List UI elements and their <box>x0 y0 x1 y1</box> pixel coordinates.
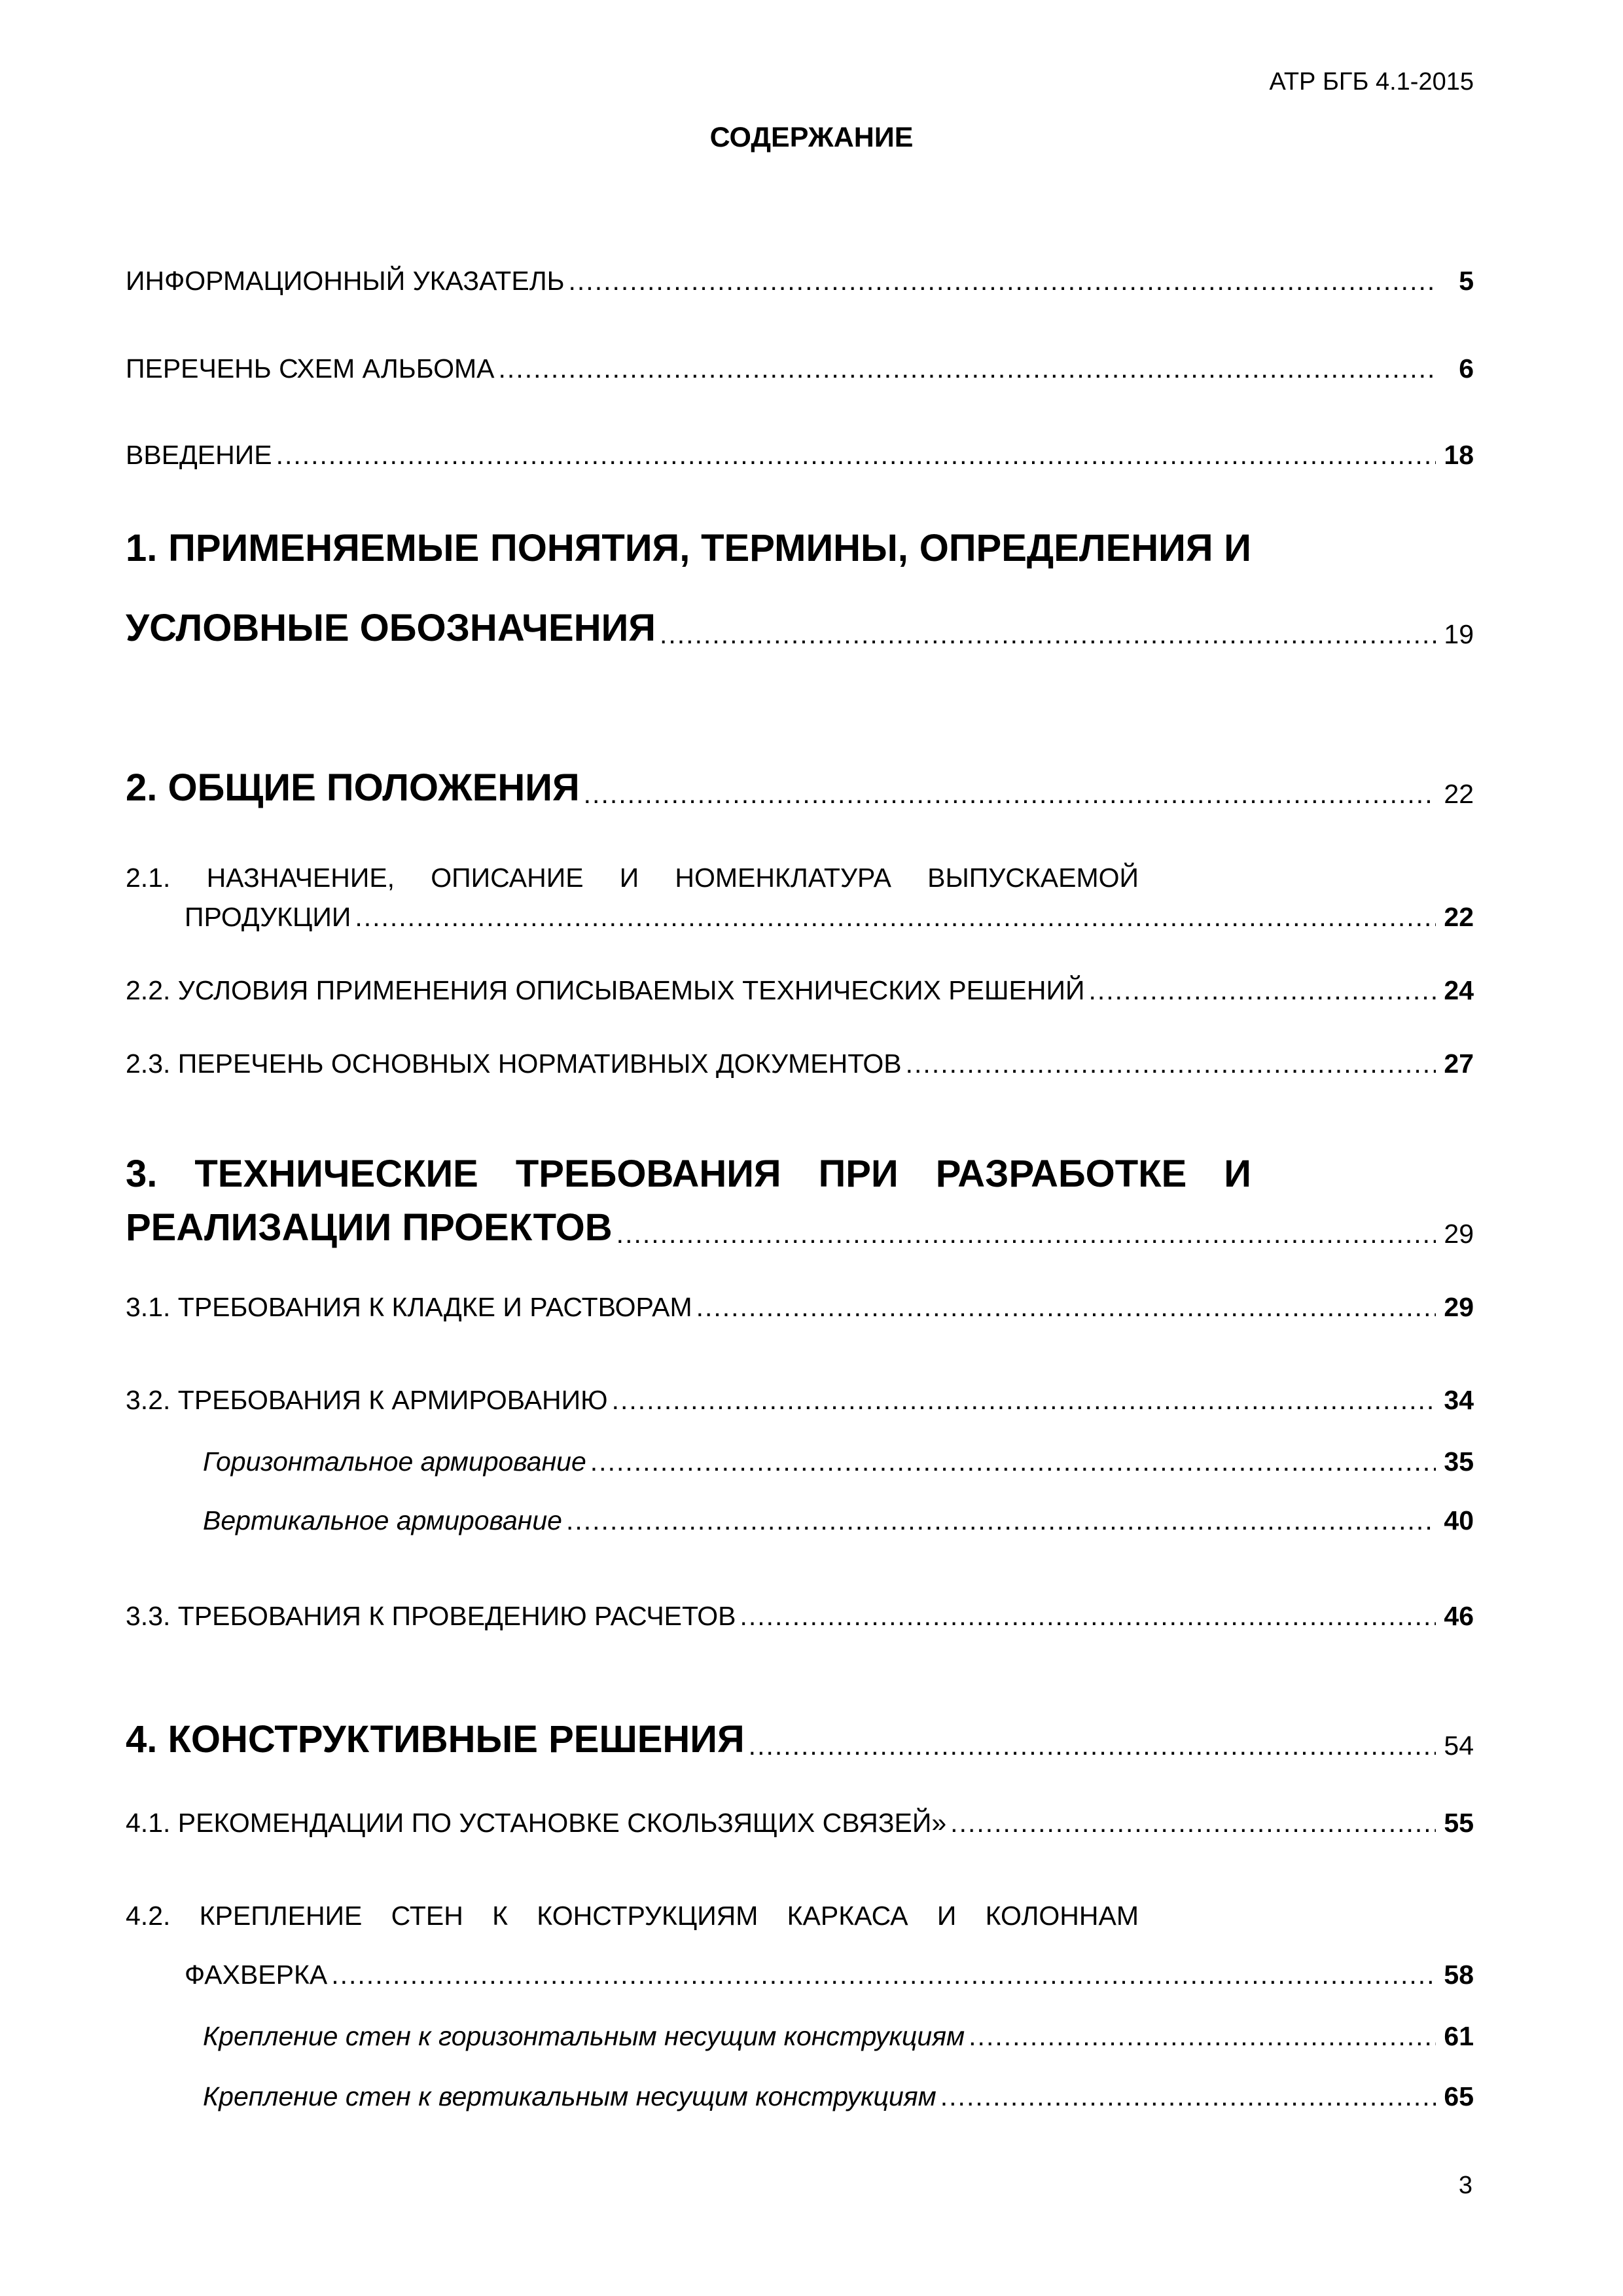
toc-entry <box>185 902 1474 933</box>
toc-entry <box>126 606 1474 650</box>
dot-leader <box>906 1049 1436 1079</box>
toc-entry <box>126 1717 1474 1761</box>
dot-leader <box>660 619 1436 650</box>
toc-entry-page: 65 <box>1444 2081 1474 2111</box>
toc-entry-page: 24 <box>1444 975 1474 1005</box>
toc-entry <box>126 1385 1474 1416</box>
toc-entry-title-line1: 2.1. НАЗНАЧЕНИЕ, ОПИСАНИЕ И НОМЕНКЛАТУРА ВЫПУСКАЕМОЙ <box>126 863 1139 893</box>
dot-leader <box>569 266 1436 296</box>
toc-title: СОДЕРЖАНИЕ <box>709 122 914 153</box>
dot-leader <box>1088 975 1436 1006</box>
toc-entry <box>126 1601 1474 1632</box>
toc-entry <box>126 766 1474 810</box>
dot-leader <box>969 2021 1436 2052</box>
toc-entry-title: 3.1. ТРЕБОВАНИЯ К КЛАДКЕ И РАСТВОРАМ <box>126 1292 692 1322</box>
toc-entry <box>126 353 1474 384</box>
toc-entry-title: Горизонтальное армирование <box>203 1446 586 1477</box>
toc-entry-page: 18 <box>1444 440 1474 470</box>
toc-entry <box>126 266 1474 296</box>
dot-leader <box>331 1960 1436 1990</box>
toc-entry-page: 22 <box>1444 902 1474 932</box>
toc-entry-page: 61 <box>1444 2021 1474 2051</box>
toc-entry-title: ИНФОРМАЦИОННЫЙ УКАЗАТЕЛЬ <box>126 266 565 296</box>
toc-entry-title: Крепление стен к вертикальным несущим конструкциям <box>203 2081 936 2111</box>
dot-leader <box>616 1219 1436 1249</box>
toc-entry-title: 3.3. ТРЕБОВАНИЯ К ПРОВЕДЕНИЮ РАСЧЕТОВ <box>126 1601 736 1631</box>
toc-entry <box>126 440 1474 471</box>
toc-entry-title: ПЕРЕЧЕНЬ СХЕМ АЛЬБОМА <box>126 353 495 384</box>
toc-entry-page: 54 <box>1444 1731 1474 1761</box>
toc-entry-page: 29 <box>1444 1292 1474 1322</box>
dot-leader <box>499 353 1436 384</box>
toc-entry-title: Крепление стен к горизонтальным несущим конструкциям <box>203 2021 965 2051</box>
dot-leader <box>590 1446 1436 1477</box>
toc-entry-title: ВВЕДЕНИЕ <box>126 440 272 470</box>
toc-entry-title: РЕАЛИЗАЦИИ ПРОЕКТОВ <box>126 1206 613 1249</box>
toc-entry-title-line1: 4.2. КРЕПЛЕНИЕ СТЕН К КОНСТРУКЦИЯМ КАРКАСА И КОЛОННАМ <box>126 1901 1139 1931</box>
page-number: 3 <box>1458 2172 1472 2199</box>
toc-entry-title: 2.3. ПЕРЕЧЕНЬ ОСНОВНЫХ НОРМАТИВНЫХ ДОКУМЕНТОВ <box>126 1049 902 1079</box>
toc-entry-page: 27 <box>1444 1049 1474 1079</box>
dot-leader <box>740 1601 1436 1632</box>
dot-leader <box>940 2081 1436 2112</box>
toc-entry-page: 55 <box>1444 1808 1474 1838</box>
document-code: АТР БГБ 4.1-2015 <box>1269 68 1474 96</box>
toc-entry-page: 34 <box>1444 1385 1474 1415</box>
dot-leader <box>276 440 1436 471</box>
toc-entry-title-line1: 1. ПРИМЕНЯЕМЫЕ ПОНЯТИЯ, ТЕРМИНЫ, ОПРЕДЕЛЕНИЯ И <box>126 527 1251 569</box>
toc-entry <box>126 1049 1474 1079</box>
toc-entry-title: 2. ОБЩИЕ ПОЛОЖЕНИЯ <box>126 766 580 809</box>
toc-entry-page: 5 <box>1459 266 1474 296</box>
toc-entry <box>203 2021 1474 2052</box>
toc-entry-title: 2.2. УСЛОВИЯ ПРИМЕНЕНИЯ ОПИСЫВАЕМЫХ ТЕХНИЧЕСКИХ РЕШЕНИЙ <box>126 975 1085 1005</box>
toc-entry <box>203 1446 1474 1477</box>
toc-entry <box>126 1808 1474 1839</box>
toc-entry-page: 6 <box>1459 353 1474 384</box>
dot-leader <box>566 1505 1436 1536</box>
toc-entry-title: УСЛОВНЫЕ ОБОЗНАЧЕНИЯ <box>126 607 656 649</box>
toc-entry <box>203 1505 1474 1536</box>
toc-entry-page: 58 <box>1444 1960 1474 1990</box>
dot-leader <box>696 1292 1436 1323</box>
toc-entry-title-line1: 3. ТЕХНИЧЕСКИЕ ТРЕБОВАНИЯ ПРИ РАЗРАБОТКЕ И <box>126 1153 1251 1195</box>
toc-entry-page: 40 <box>1444 1505 1474 1535</box>
dot-leader <box>749 1731 1436 1761</box>
toc-entry <box>203 2081 1474 2112</box>
toc-entry-page: 29 <box>1444 1219 1474 1249</box>
toc-entry-title: 3.2. ТРЕБОВАНИЯ К АРМИРОВАНИЮ <box>126 1385 608 1415</box>
dot-leader <box>584 779 1436 810</box>
toc-entry <box>126 1206 1474 1249</box>
toc-entry <box>126 975 1474 1006</box>
toc-entry-page: 22 <box>1444 779 1474 809</box>
dot-leader <box>950 1808 1436 1839</box>
dot-leader <box>355 902 1436 933</box>
dot-leader <box>612 1385 1436 1416</box>
toc-entry-title: 4. КОНСТРУКТИВНЫЕ РЕШЕНИЯ <box>126 1718 745 1761</box>
toc-entry-page: 35 <box>1444 1446 1474 1477</box>
toc-entry-page: 46 <box>1444 1601 1474 1631</box>
toc-entry-title: ФАХВЕРКА <box>185 1960 328 1990</box>
toc-entry-title: ПРОДУКЦИИ <box>185 902 351 932</box>
toc-entry-title: Вертикальное армирование <box>203 1505 562 1535</box>
toc-entry-title: 4.1. РЕКОМЕНДАЦИИ ПО УСТАНОВКЕ СКОЛЬЗЯЩИХ СВЯЗЕЙ» <box>126 1808 947 1838</box>
toc-entry <box>185 1960 1474 1990</box>
toc-entry-page: 19 <box>1444 619 1474 649</box>
toc-entry <box>126 1292 1474 1323</box>
